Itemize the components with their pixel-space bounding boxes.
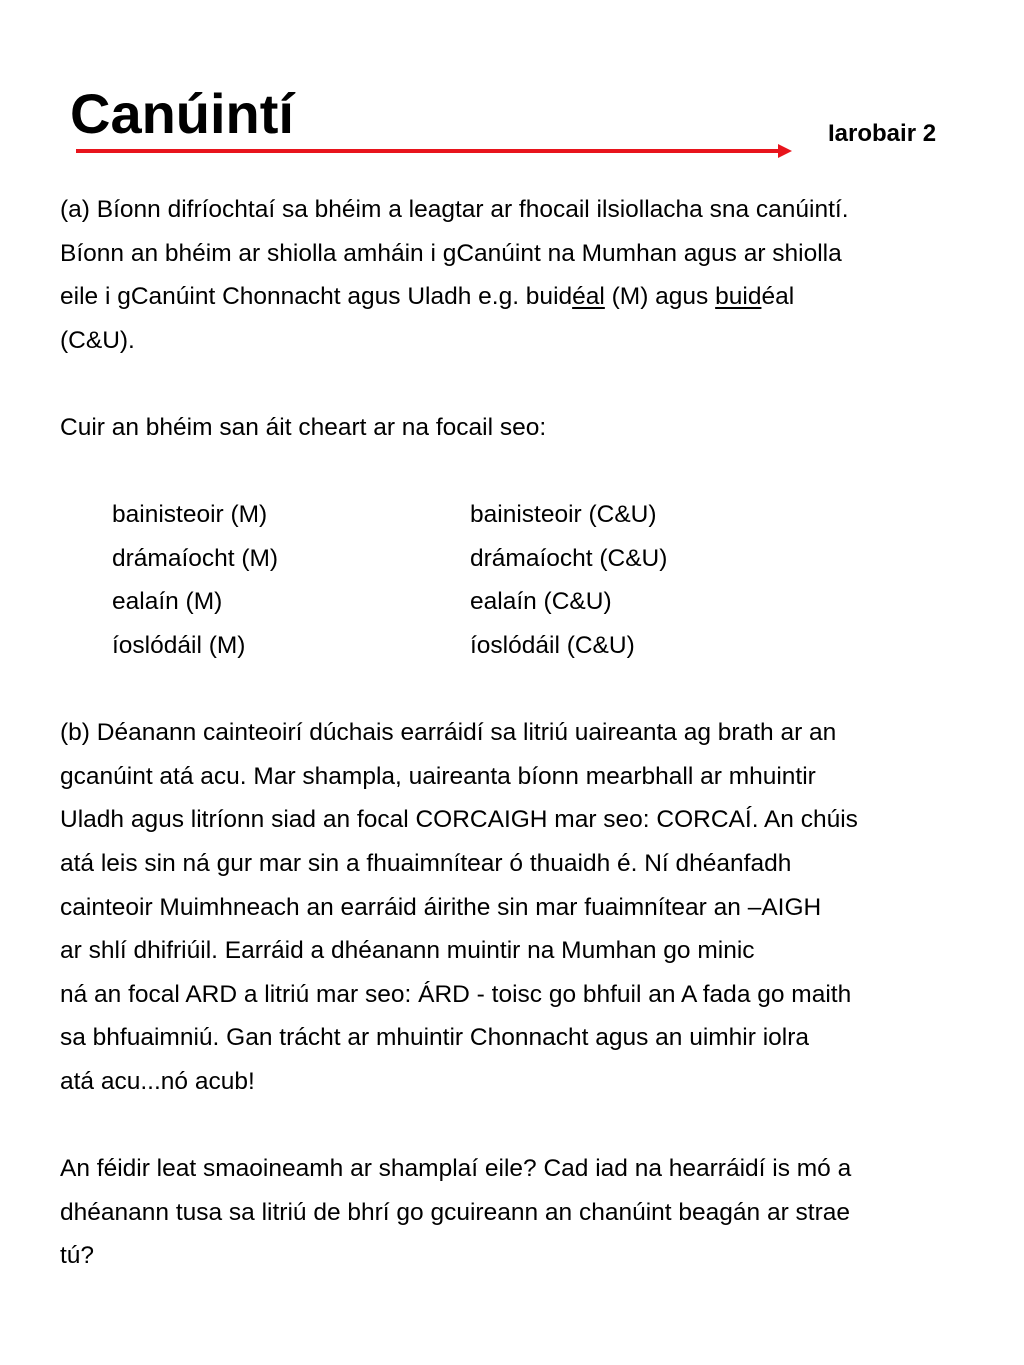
stressed-syllable-m: éal: [572, 283, 605, 311]
question-line: dhéanann tusa sa litriú de bhrí go gcuireann an chanúint beagán ar strae: [60, 1198, 851, 1226]
text-run: (M) agus: [604, 283, 716, 311]
word-row: [112, 537, 960, 581]
word-row: [112, 580, 960, 624]
section-b-line: atá acu...nó acub!: [60, 1067, 255, 1095]
word-connacht-ulster: bainisteoir (C&U): [470, 501, 657, 529]
section-b-line: gcanúint atá acu. Mar shampla, uaireanta bíonn mearbhall ar mhuintir: [60, 762, 816, 790]
instruction: Cuir an bhéim san áit cheart ar na focail seo:: [60, 413, 547, 441]
section-b-line: (b) Déanann cainteoirí dúchais earráidí sa litriú uaireanta ag brath ar an: [60, 719, 837, 747]
section-a-line: (a) Bíonn difríochtaí sa bhéim a leagtar ar fhocail ilsiollacha sna canúintí.: [60, 196, 849, 223]
word-connacht-ulster: íoslódáil (C&U): [470, 631, 635, 659]
word-list: [60, 493, 960, 667]
page-title: Canúintí: [70, 82, 294, 145]
word-row: [112, 624, 960, 668]
section-a-line: (C&U).: [60, 326, 135, 354]
section-b-line: atá leis sin ná gur mar sin a fhuaimnítear ó thuaidh é. Ní dhéanfadh: [60, 849, 792, 877]
word-munster: bainisteoir (M): [112, 501, 268, 529]
text-run: éal: [761, 283, 795, 311]
section-b-line: ná an focal ARD a litriú mar seo: ÁRD - toisc go bhfuil an A fada go maith: [60, 980, 852, 1008]
worksheet-label: Iarobair 2: [828, 120, 937, 147]
stressed-syllable-cu: buid: [715, 283, 762, 311]
word-row: [112, 493, 960, 537]
section-a-line: [60, 275, 960, 319]
question-line: tú?: [60, 1242, 95, 1270]
word-connacht-ulster: drámaíocht (C&U): [470, 544, 668, 572]
section-b-line: cainteoir Muimhneach an earráid áirithe sin mar fuaimnítear an –AIGH: [60, 893, 822, 921]
worksheet-body: [60, 188, 960, 1278]
word-munster: drámaíocht (M): [112, 544, 279, 572]
word-munster: ealaín (M): [112, 588, 223, 616]
section-b-line: ar shlí dhifriúil. Earráid a dhéanann muintir na Mumhan go minic: [60, 937, 755, 965]
word-connacht-ulster: ealaín (C&U): [470, 588, 612, 616]
section-a-line: Bíonn an bhéim ar shiolla amháin i gCanúint na Mumhan agus ar shiolla: [60, 239, 842, 267]
title-underline-arrow: [74, 141, 794, 161]
word-munster: íoslódáil (M): [112, 631, 246, 659]
text-run: eile i gCanúint Chonnacht agus Uladh e.g. buid: [60, 283, 573, 311]
question-line: An féidir leat smaoineamh ar shamplaí eile? Cad iad na hearráidí is mó a: [60, 1155, 852, 1183]
section-b-line: Uladh agus litríonn siad an focal CORCAIGH mar seo: CORCAÍ. An chúis: [60, 806, 858, 834]
section-b-line: sa bhfuaimniú. Gan trácht ar mhuintir Chonnacht agus an uimhir iolra: [60, 1024, 809, 1052]
